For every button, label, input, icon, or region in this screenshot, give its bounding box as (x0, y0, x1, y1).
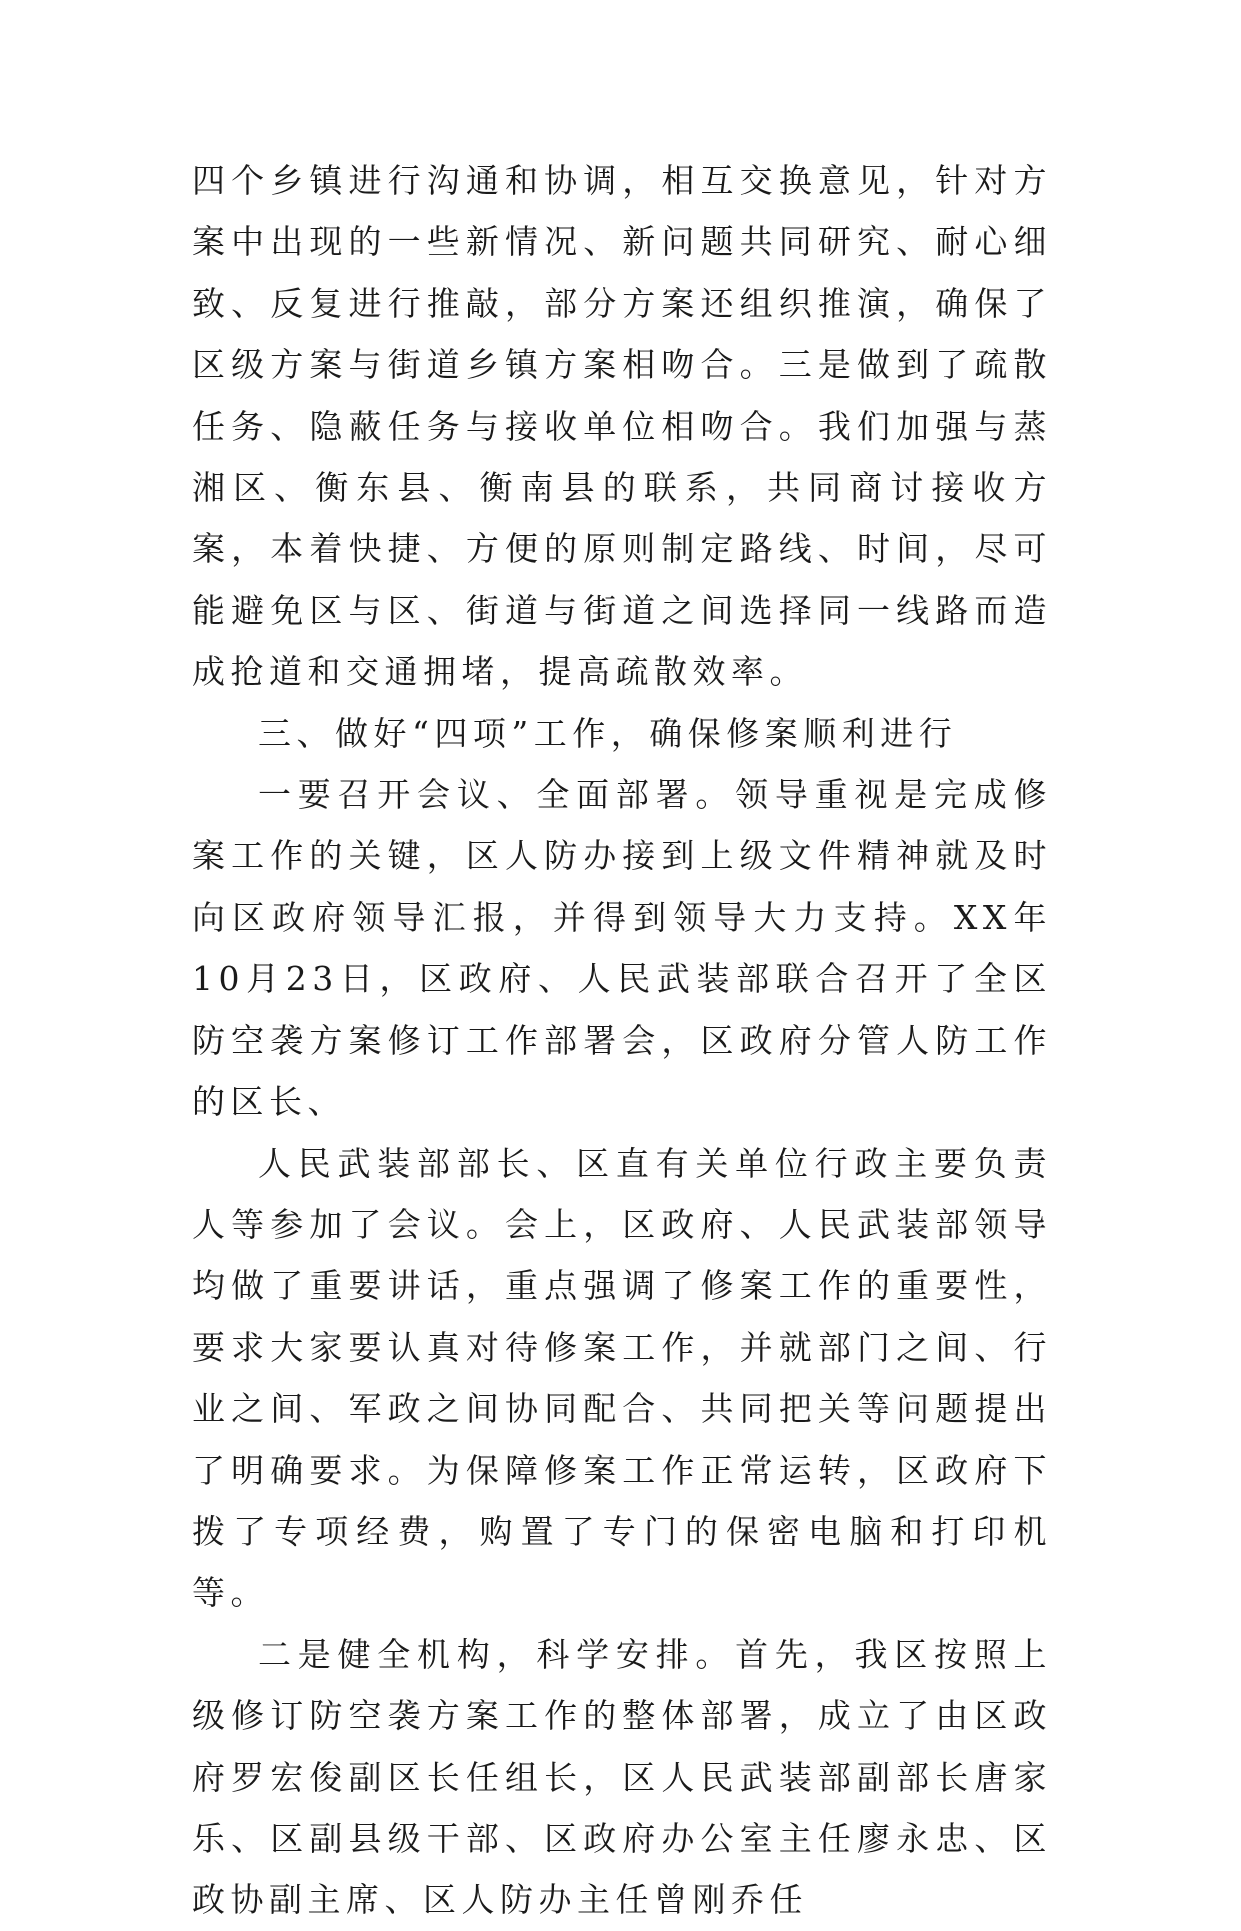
document-page (192, 150, 1052, 1931)
paragraph-meeting-attendees: 人民武装部部长、区直有关单位行政主要负责人等参加了会议。会上，区政府、人民武装部领导均做了重要讲话，重点强调了修案工作的重要性，要求大家要认真对待修案工作，并就部门之间、行业之间、军政之间协同配合、共同把关等问题提出了明确要求。为保障修案工作正常运转，区政府下拨了专项经费，购置了专门的保密电脑和打印机等。 (192, 1143, 1052, 1613)
paragraph-continuation: 四个乡镇进行沟通和协调，相互交换意见，针对方案中出现的一些新情况、新问题共同研究、耐心细致、反复进行推敲，部分方案还组织推演，确保了区级方案与街道乡镇方案相吻合。三是做到了疏散任务、隐蔽任务与接收单位相吻合。我们加强与蒸湘区、衡东县、衡南县的联系，共同商讨接收方案，本着快捷、方便的原则制定路线、时间，尽可能避免区与区、街道与街道之间选择同一线路而造成抢道和交通拥堵，提高疏散效率。 (192, 161, 1052, 692)
paragraph-organization: 二是健全机构，科学安排。首先，我区按照上级修订防空袭方案工作的整体部署，成立了由区政府罗宏俊副区长任组长，区人民武装部副部长唐家乐、区副县级干部、区政府办公室主任廖永忠、区政协副主席、区人防办主任曾刚乔任 (192, 1634, 1052, 1920)
section-heading: 三、做好“四项”工作，确保修案顺利进行 (258, 713, 958, 753)
paragraph-meeting: 一要召开会议、全面部署。领导重视是完成修案工作的关键，区人防办接到上级文件精神就及时向区政府领导汇报，并得到领导大力支持。XX年10月23日，区政府、人民武装部联合召开了全区防空袭方案修订工作部署会，区政府分管人防工作的区长、 (192, 775, 1052, 1122)
